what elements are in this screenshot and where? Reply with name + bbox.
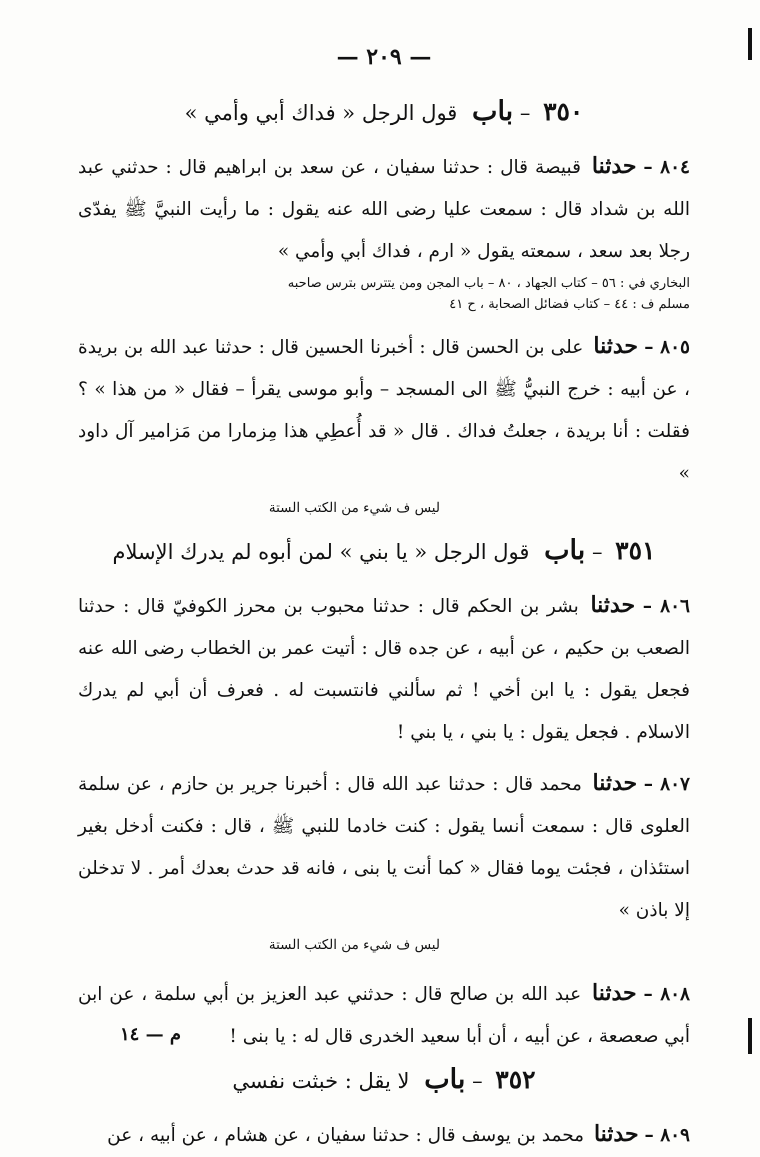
- chapter-heading-350: ٣٥٠ – باب قول الرجل « فداك أبي وأمي »: [184, 96, 584, 127]
- chapter-heading-351: ٣٥١ – باب قول الرجل « يا بني » لمن أبوه لم يدرك الإسلام: [112, 535, 656, 566]
- haddathana-word: حدثنا: [592, 770, 638, 796]
- hadith-809: [78, 1113, 690, 1157]
- chapter-word: باب: [472, 96, 514, 127]
- hadith-number: ٨٠٩ –: [644, 1125, 690, 1146]
- hadith-text: محمد قال : حدثنا عبد الله قال : أخبرنا جرير بن حازم ، عن سلمة العلوى قال : سمعت أنسا يقول : كنت خادما للنبي ﷺ ، قال : فكنت أدخل بغير استئذان ، فجئت يوما فقال « كما أنت يا بنى ، فانه قد حدث بعدك أمر . لا تدخلن إلا باذن »: [78, 774, 690, 921]
- page-edge-mark-bottom: [748, 1018, 752, 1054]
- page-number: — ٢٠٩ —: [336, 44, 432, 70]
- chapter-number: ٣٥١: [615, 536, 656, 565]
- haddathana-word: حدثنا: [590, 592, 636, 618]
- haddathana-word: حدثنا: [593, 1121, 639, 1147]
- chapter-number: ٣٥٢: [495, 1065, 536, 1094]
- not-in-six-books-note: ليس ف شيء من الكتب الستة: [268, 500, 440, 516]
- hadith-number: ٨٠٥ –: [644, 337, 690, 358]
- book-page: [78, 44, 690, 1157]
- hadith-references: [78, 273, 690, 315]
- page-edge-mark-top: [748, 28, 752, 60]
- reference-line: البخاري في : ٥٦ – كتاب الجهاد ، ٨٠ – باب المجن ومن يتترس بترس صاحبه: [287, 276, 690, 291]
- chapter-number: ٣٥٠: [543, 97, 584, 126]
- signature-mark: م — ١٤: [120, 1024, 182, 1045]
- haddathana-word: حدثنا: [592, 980, 637, 1006]
- hadith-806: [78, 584, 690, 754]
- chapter-title: قول الرجل « فداك أبي وأمي »: [184, 101, 458, 125]
- hadith-text: على بن الحسن قال : أخبرنا الحسين قال : حدثنا عبد الله بن بريدة ، عن أبيه : خرج النبيُّ ﷺ الى المسجد – وأبو موسى يقرأ – فقال « من هذا » ؟ فقلت : أنا بريدة ، جعلتُ فداك . قال « قد أُعطِي هذا مِزمارا من مَزامير آل داود »: [78, 337, 690, 484]
- hadith-number: ٨٠٧ –: [643, 774, 690, 795]
- chapter-title: قول الرجل « يا بني » لمن أبوه لم يدرك الإسلام: [112, 540, 530, 564]
- not-in-six-books-note: ليس ف شيء من الكتب الستة: [268, 937, 440, 953]
- hadith-807: [78, 762, 690, 932]
- hadith-text: بشر بن الحكم قال : حدثنا محبوب بن محرز الكوفيّ قال : حدثنا الصعب بن حكيم ، عن أبيه ، عن جده قال : أتيت عمر بن الخطاب رضى الله عنه فجعل يقول : يا ابن أخي ! ثم سألني فانتسبت له . فعرف أن أبي لم يدرك الاسلام . فجعل يقول : يا بني ، يا بني !: [78, 596, 690, 743]
- hadith-number: ٨٠٨ –: [643, 984, 690, 1005]
- haddathana-word: حدثنا: [593, 333, 639, 359]
- hadith-808: [78, 972, 690, 1058]
- haddathana-word: حدثنا: [591, 153, 637, 179]
- chapter-word: باب: [544, 535, 586, 566]
- chapter-title: لا يقل : خبثت نفسي: [232, 1069, 410, 1093]
- hadith-number: ٨٠٤ –: [643, 157, 690, 178]
- hadith-805: [78, 325, 690, 495]
- hadith-number: ٨٠٦ –: [642, 596, 690, 617]
- chapter-heading-352: ٣٥٢ – باب لا يقل : خبثت نفسي: [232, 1064, 536, 1095]
- hadith-text: عبد الله بن صالح قال : حدثني عبد العزيز بن أبي سلمة ، عن ابن أبي صعصعة ، عن أبيه ، أن أبا سعيد الخدرى قال له : يا بنى !: [78, 984, 690, 1047]
- chapter-word: باب: [424, 1064, 466, 1095]
- hadith-text: قبيصة قال : حدثنا سفيان ، عن سعد بن ابراهيم قال : حدثني عبد الله بن شداد قال : سمعت عليا رضى الله عنه يقول : ما رأيت النبيَّ ﷺ يفدّى رجلا بعد سعد ، سمعته يقول « ارم ، فداك أبي وأمي »: [78, 157, 690, 262]
- hadith-text: محمد بن يوسف قال : حدثنا سفيان ، عن هشام ، عن أبيه ، عن: [107, 1125, 585, 1146]
- reference-line: مسلم ف : ٤٤ – كتاب فضائل الصحابة ، ح ٤١: [449, 297, 690, 312]
- hadith-804: [78, 145, 690, 273]
